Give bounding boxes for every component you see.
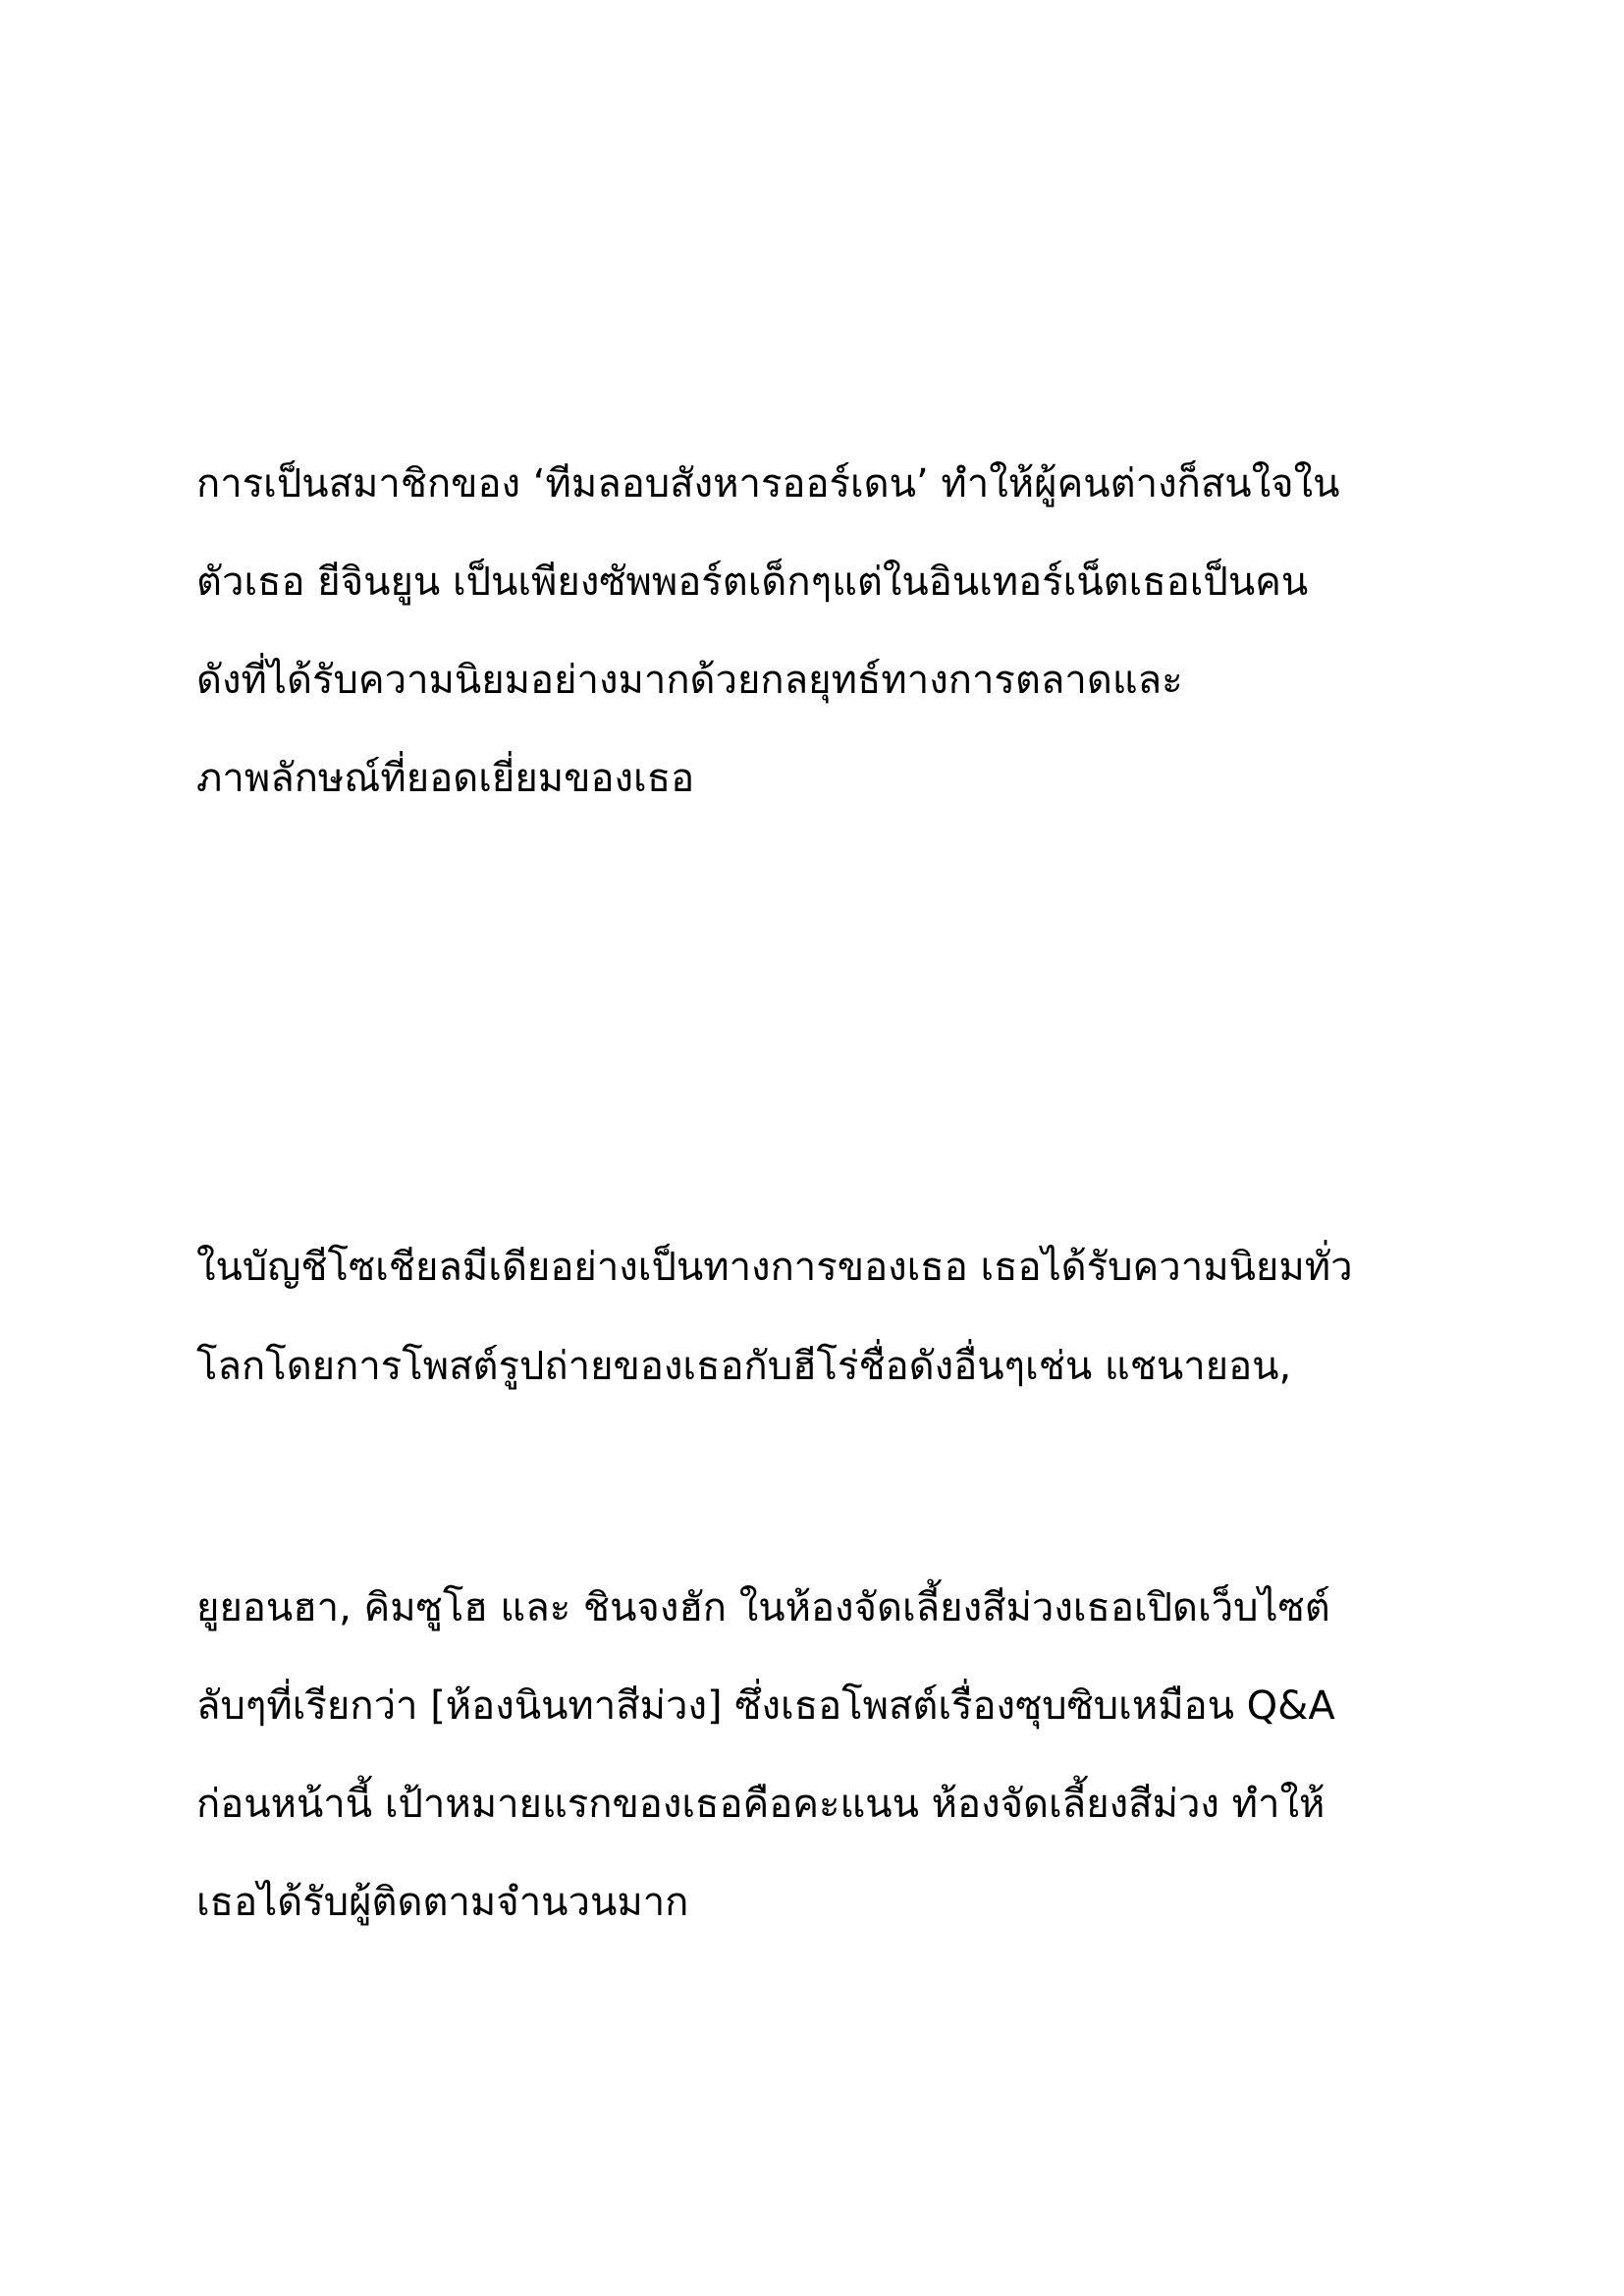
paragraph-3-line-1: ยูยอนฮา, คิมซูโฮ และ ชินจงฮัก ในห้องจัดเลี้ยงสีม่วงเธอเปิดเว็บไซต์ (196, 1585, 1330, 1630)
paragraph-3-line-2: ลับๆที่เรียกว่า [ห้องนินทาสีม่วง] ซึ่งเธอโพสต์เรื่องซุบซิบเหมือน Q&A (196, 1683, 1335, 1729)
paragraph-3-line-3: ก่อนหน้านี้ เป้าหมายแรกของเธอคือคะแนน ห้องจัดเลี้ยงสีม่วง ทำให้ (196, 1782, 1326, 1827)
paragraph-2-line-2: โลกโดยการโพสต์รูปถ่ายของเธอกับฮีโร่ชื่อดังอื่นๆเช่น แชนายอน, (196, 1344, 1292, 1389)
paragraph-1-line-4: ภาพลักษณ์ที่ยอดเยี่ยมของเธอ (196, 756, 695, 801)
paragraph-1-line-2: ตัวเธอ ยีจินยูน เป็นเพียงซัพพอร์ตเด็กๆแต่ในอินเทอร์เน็ตเธอเป็นคน (196, 560, 1309, 605)
paragraph-1-line-3: ดังที่ได้รับความนิยมอย่างมากด้วยกลยุทธ์ทางการตลาดและ (196, 658, 1183, 703)
paragraph-1-line-1: การเป็นสมาชิกของ ‘ทีมลอบสังหารออร์เดน’ ทำให้ผู้คนต่างก็สนใจใน (196, 461, 1340, 507)
paragraph-2-line-1: ในบัญชีโซเชียลมีเดียอย่างเป็นทางการของเธอ เธอได้รับความนิยมทั่ว (196, 1245, 1353, 1290)
paragraph-3-line-4: เธอได้รับผู้ติดตามจำนวนมาก (196, 1880, 689, 1925)
